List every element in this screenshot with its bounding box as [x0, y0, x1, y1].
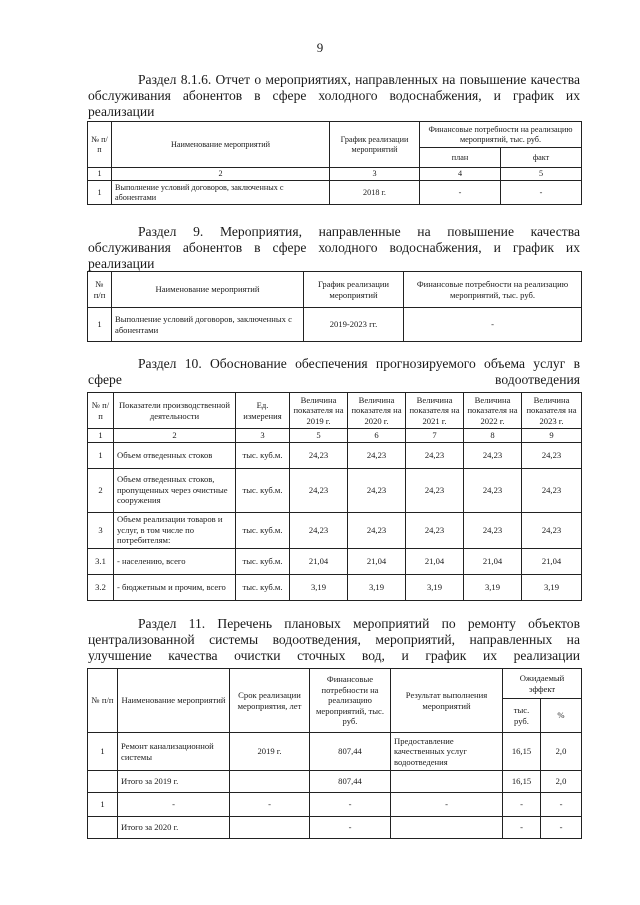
- table-row: [88, 817, 582, 839]
- row-term: 2019 г.: [230, 733, 310, 771]
- row-finance: -: [404, 308, 582, 342]
- row-name: Итого за 2019 г.: [118, 771, 230, 793]
- row-num: 1: [88, 733, 118, 771]
- row-rub: -: [503, 793, 541, 817]
- table-row: [88, 771, 582, 793]
- row-value: 3,19: [522, 574, 582, 600]
- row-value: 24,23: [348, 512, 406, 548]
- row-value: 3,19: [406, 574, 464, 600]
- table-row: [88, 442, 582, 468]
- header-num: № п/п: [88, 393, 114, 429]
- header-indicator: Показатели производственной деятельности: [114, 393, 236, 429]
- row-value: 24,23: [348, 468, 406, 512]
- section-11-heading: Раздел 11. Перечень плановых мероприятий по ремонту объектов централизованной системы водоотведения, мероприятий, направленных на улучшение качества очистки сточных вод, и график их реализации: [88, 616, 580, 663]
- row-indicator: Объем реализации товаров и услуг, в том числе по потребителям:: [114, 512, 236, 548]
- row-result: [391, 817, 503, 839]
- row-unit: тыс. куб.м.: [236, 442, 290, 468]
- row-unit: тыс. куб.м.: [236, 512, 290, 548]
- row-unit: тыс. куб.м.: [236, 574, 290, 600]
- row-value: 3,19: [290, 574, 348, 600]
- page-number: 9: [316, 40, 324, 55]
- row-rub: 16,15: [503, 771, 541, 793]
- row-num: [88, 771, 118, 793]
- header-finance: Финансовые потребности на реализацию мероприятий, тыс. руб.: [420, 122, 582, 148]
- row-term: [230, 771, 310, 793]
- row-value: 21,04: [290, 548, 348, 574]
- row-value: 3,19: [464, 574, 522, 600]
- row-value: 24,23: [406, 442, 464, 468]
- row-name: Итого за 2020 г.: [118, 817, 230, 839]
- col-number: 9: [522, 429, 582, 443]
- row-value: 24,23: [522, 512, 582, 548]
- row-num: 2: [88, 468, 114, 512]
- section-8-1-6-table: [87, 121, 582, 205]
- row-term: [230, 817, 310, 839]
- row-name: Ремонт канализационной системы: [118, 733, 230, 771]
- row-pct: 2,0: [541, 771, 582, 793]
- row-num: 3: [88, 512, 114, 548]
- col-number: 4: [420, 168, 501, 181]
- header-term: Срок реализации мероприятия, лет: [230, 669, 310, 733]
- header-year-2019: Величина показателя на 2019 г.: [290, 393, 348, 429]
- row-value: 21,04: [522, 548, 582, 574]
- row-num: 1: [88, 442, 114, 468]
- header-fact: факт: [501, 148, 582, 168]
- col-number: 2: [112, 168, 330, 181]
- col-number: 2: [114, 429, 236, 443]
- table-row: [88, 574, 582, 600]
- row-indicator: Объем отведенных стоков: [114, 442, 236, 468]
- row-num: 3.1: [88, 548, 114, 574]
- row-finance: -: [310, 817, 391, 839]
- row-result: [391, 771, 503, 793]
- col-number: 3: [236, 429, 290, 443]
- row-indicator: - бюджетным и прочим, всего: [114, 574, 236, 600]
- header-schedule: График реализации мероприятий: [304, 272, 404, 308]
- row-finance: 807,44: [310, 771, 391, 793]
- col-number: 8: [464, 429, 522, 443]
- row-indicator: Объем отведенных стоков, пропущенных через очистные сооружения: [114, 468, 236, 512]
- row-value: 21,04: [348, 548, 406, 574]
- row-result: -: [391, 793, 503, 817]
- row-finance: -: [310, 793, 391, 817]
- header-year-2021: Величина показателя на 2021 г.: [406, 393, 464, 429]
- row-rub: -: [503, 817, 541, 839]
- header-rub: тыс. руб.: [503, 699, 541, 733]
- header-name: Наименование мероприятий: [112, 122, 330, 168]
- row-value: 24,23: [290, 442, 348, 468]
- header-num: № п/п: [88, 669, 118, 733]
- section-8-1-6-heading: Раздел 8.1.6. Отчет о мероприятиях, направленных на повышение качества обслуживания абонентов в сфере холодного водоснабжения, и график их реализации: [88, 72, 580, 119]
- row-schedule: 2018 г.: [330, 181, 420, 205]
- row-schedule: 2019-2023 гг.: [304, 308, 404, 342]
- table-row: [88, 733, 582, 771]
- header-effect: Ожидаемый эффект: [503, 669, 582, 699]
- row-indicator: - населению, всего: [114, 548, 236, 574]
- row-value: 24,23: [290, 468, 348, 512]
- header-finance: Финансовые потребности на реализацию мероприятий, тыс. руб.: [310, 669, 391, 733]
- table-row: [88, 468, 582, 512]
- row-num: 1: [88, 308, 112, 342]
- row-pct: -: [541, 793, 582, 817]
- row-value: 24,23: [464, 512, 522, 548]
- row-num: [88, 817, 118, 839]
- header-name: Наименование мероприятий: [118, 669, 230, 733]
- header-year-2020: Величина показателя на 2020 г.: [348, 393, 406, 429]
- row-value: 21,04: [464, 548, 522, 574]
- row-result: Предоставление качественных услуг водоотведения: [391, 733, 503, 771]
- col-number: 5: [501, 168, 582, 181]
- header-num: № п/п: [88, 122, 112, 168]
- header-unit: Ед. измерения: [236, 393, 290, 429]
- row-pct: 2,0: [541, 733, 582, 771]
- row-value: 24,23: [406, 468, 464, 512]
- row-value: 24,23: [290, 512, 348, 548]
- header-plan: план: [420, 148, 501, 168]
- row-unit: тыс. куб.м.: [236, 468, 290, 512]
- col-number: 7: [406, 429, 464, 443]
- section-9-table: [87, 271, 582, 342]
- header-num: № п/п: [88, 272, 112, 308]
- table-row: [88, 181, 582, 205]
- row-pct: -: [541, 817, 582, 839]
- row-term: -: [230, 793, 310, 817]
- header-schedule: График реализации мероприятий: [330, 122, 420, 168]
- row-value: 24,23: [348, 442, 406, 468]
- table-row: [88, 512, 582, 548]
- col-number: 1: [88, 429, 114, 443]
- row-name: Выполнение условий договоров, заключенных с абонентами: [112, 308, 304, 342]
- row-value: 24,23: [406, 512, 464, 548]
- row-unit: тыс. куб.м.: [236, 548, 290, 574]
- table-row: [88, 793, 582, 817]
- header-finance: Финансовые потребности на реализацию мероприятий, тыс. руб.: [404, 272, 582, 308]
- section-10-table: [87, 392, 582, 601]
- row-name: Выполнение условий договоров, заключенных с абонентами: [112, 181, 330, 205]
- row-value: 24,23: [464, 442, 522, 468]
- row-plan: -: [420, 181, 501, 205]
- header-year-2023: Величина показателя на 2023 г.: [522, 393, 582, 429]
- row-value: 21,04: [406, 548, 464, 574]
- row-rub: 16,15: [503, 733, 541, 771]
- row-num: 1: [88, 793, 118, 817]
- row-num: 1: [88, 181, 112, 205]
- col-number: 5: [290, 429, 348, 443]
- row-value: 24,23: [464, 468, 522, 512]
- row-fact: -: [501, 181, 582, 205]
- row-name: -: [118, 793, 230, 817]
- row-value: 24,23: [522, 468, 582, 512]
- section-9-heading: Раздел 9. Мероприятия, направленные на повышение качества обслуживания абонентов в сфере холодного водоснабжения, и график их реализации: [88, 224, 580, 271]
- table-row: [88, 548, 582, 574]
- row-value: 24,23: [522, 442, 582, 468]
- row-value: 3,19: [348, 574, 406, 600]
- row-finance: 807,44: [310, 733, 391, 771]
- header-result: Результат выполнения мероприятий: [391, 669, 503, 733]
- col-number: 1: [88, 168, 112, 181]
- header-pct: %: [541, 699, 582, 733]
- section-10-heading: Раздел 10. Обоснование обеспечения прогнозируемого объема услуг в сфере водоотведения: [88, 356, 580, 387]
- col-number: 6: [348, 429, 406, 443]
- section-11-table: [87, 668, 582, 839]
- header-name: Наименование мероприятий: [112, 272, 304, 308]
- header-year-2022: Величина показателя на 2022 г.: [464, 393, 522, 429]
- row-num: 3.2: [88, 574, 114, 600]
- table-row: [88, 308, 582, 342]
- col-number: 3: [330, 168, 420, 181]
